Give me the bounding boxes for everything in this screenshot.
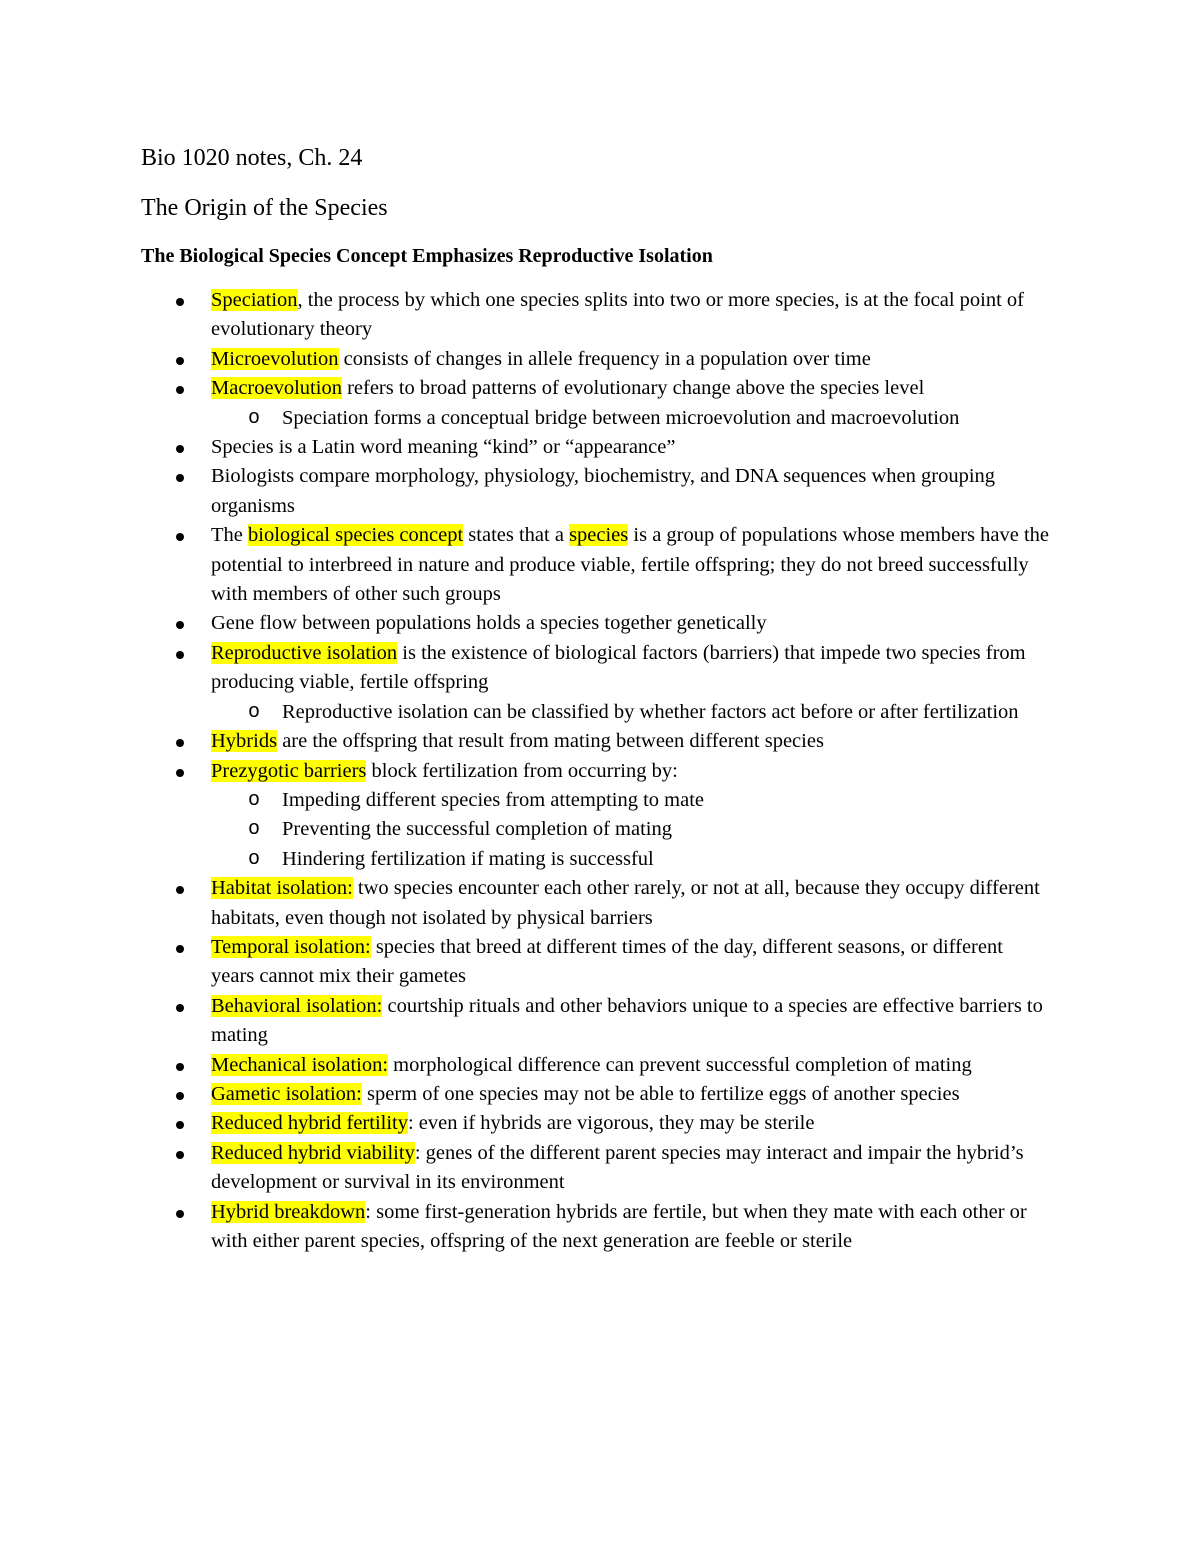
bullet-item [141,933,1051,992]
highlighted-term: biological species concept [248,524,464,547]
sub-bullet-item: o Impeding different species from attempting to mate [211,786,1051,815]
bullet-text: states that a [463,524,570,547]
sub-bullet-list [211,786,1051,874]
highlighted-term: Reduced hybrid fertility [211,1112,408,1135]
bullet-text: two species encounter each other rarely, or not at all, because they occupy different habitats, even though not isolated by physical barriers [211,877,1040,929]
highlighted-term: Speciation [211,289,298,311]
bullet-item [141,757,1051,875]
sub-bullet-item: o Speciation forms a conceptual bridge between microevolution and macroevolution [211,404,1051,433]
sub-bullet-item: o Reproductive isolation can be classified by whether factors act before or after fertilization [211,698,1051,727]
sub-bullet-item: o Hindering fertilization if mating is successful [211,845,1051,874]
bullet-item [141,1109,1051,1138]
bullet-text: are the offspring that result from mating between different species [277,730,824,753]
highlighted-term: Temporal isolation: [211,935,371,958]
highlighted-term: Hybrid breakdown [211,1200,366,1223]
bullet-item [141,1051,1051,1080]
bullet-item [141,286,1051,345]
highlighted-term: Hybrids [211,730,278,753]
highlighted-term: Gametic isolation: [211,1082,362,1105]
bullet-text: block fertilization from occurring by: [366,759,678,782]
sub-bullet-list [211,404,1051,433]
bullet-item [141,874,1051,933]
bullet-text: The [211,524,248,547]
highlighted-term: Habitat isolation: [211,877,353,900]
bullet-text: sperm of one species may not be able to fertilize eggs of another species [361,1082,960,1105]
bullet-item [141,1198,1051,1257]
highlighted-term: Behavioral isolation: [211,994,383,1017]
bullet-text: morphological difference can prevent successful completion of mating [388,1053,972,1076]
bullet-list [141,286,1051,1256]
bullet-item [141,609,1051,638]
bullet-text: , the process by which one species splits into two or more species, is at the focal point of evolutionary theory [211,289,1024,341]
bullet-item [141,521,1051,609]
highlighted-term: Mechanical isolation: [211,1053,389,1076]
bullet-item [141,992,1051,1051]
highlighted-term: Reduced hybrid viability [211,1141,415,1164]
bullet-text: Biologists compare morphology, physiology, biochemistry, and DNA sequences when grouping organisms [211,465,996,517]
sub-bullet-list [211,698,1051,727]
bullet-text: is the existence of biological factors (barriers) that impede two species from producing viable, fertile offspring [211,641,1026,694]
highlighted-term: Microevolution [211,347,339,370]
bullet-text: : some first-generation hybrids are fertile, but when they mate with each other or with either parent species, offspring of the next generation are feeble or sterile [211,1200,1027,1252]
highlighted-term: Reproductive isolation [211,641,398,664]
bullet-text: is a group of populations whose members have the potential to interbreed in nature and produce viable, fertile offspring; they do not breed successfully with members of other such groups [211,524,1049,606]
document-subtitle: The Origin of the Species [141,195,388,221]
bullet-item [141,433,1051,462]
bullet-text: Gene flow between populations holds a species together genetically [211,612,767,635]
bullet-text: refers to broad patterns of evolutionary change above the species level [341,377,925,400]
bullet-item [141,727,1051,756]
bullet-item [141,639,1051,727]
bullet-item [141,374,1051,433]
bullet-text: species that breed at different times of the day, different seasons, or different years cannot mix their gametes [211,935,1003,988]
bullet-item [141,1080,1051,1109]
bullet-text: : genes of the different parent species may interact and impair the hybrid’s development or survival in its environment [211,1141,1024,1194]
highlighted-term: species [569,524,629,547]
section-heading: The Biological Species Concept Emphasizes Reproductive Isolation [141,245,713,267]
sub-bullet-item: o Preventing the successful completion of mating [211,815,1051,844]
highlighted-term: Macroevolution [211,377,342,400]
bullet-item [141,462,1051,521]
bullet-text: Species is a Latin word meaning “kind” or “appearance” [211,436,676,459]
bullet-text: consists of changes in allele frequency in a population over time [338,347,871,370]
bullet-text: : even if hybrids are vigorous, they may be sterile [407,1112,815,1135]
bullet-text: courtship rituals and other behaviors unique to a species are effective barriers to mating [211,994,1043,1047]
bullet-item [141,345,1051,374]
document-title: Bio 1020 notes, Ch. 24 [141,145,363,171]
bullet-item [141,1139,1051,1198]
highlighted-term: Prezygotic barriers [211,759,367,782]
